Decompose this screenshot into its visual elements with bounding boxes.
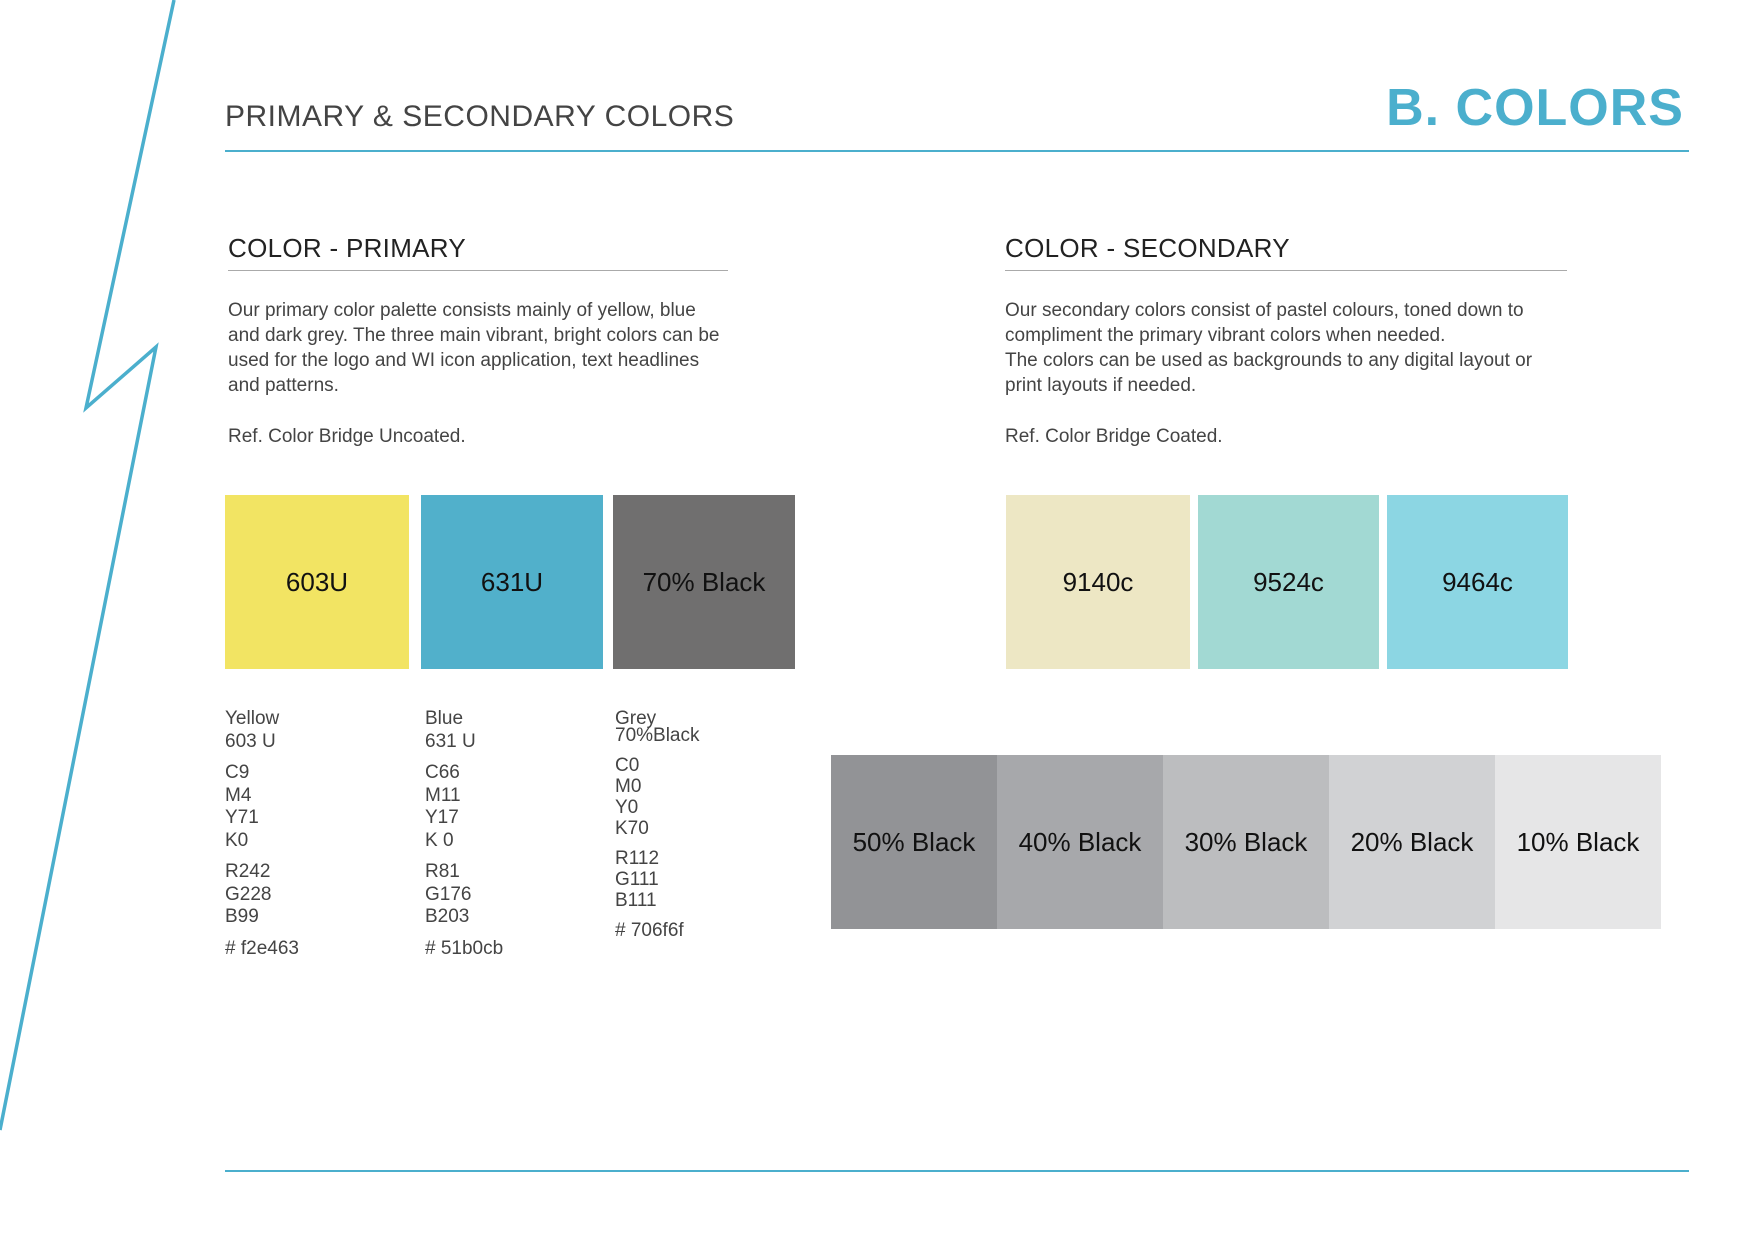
spec-rgb-b: B111 [615,890,657,911]
spec-cmyk-y: Y71 [225,807,259,828]
spec-cmyk-c: C66 [425,762,460,783]
spec-cmyk-k: K 0 [425,829,454,851]
secondary-description-line: print layouts if needed. [1005,375,1197,396]
spec-cmyk-c: C0 [615,755,640,776]
spec-cmyk-k: K0 [225,829,249,851]
spec-hex: # f2e463 [225,937,299,959]
swatch-9464c: 9464c [1387,495,1568,669]
spec-name: Yellow [225,708,280,729]
swatch-40-black: 40% Black [997,755,1163,929]
primary-description-line: used for the logo and WI icon application, text headlines [228,350,700,371]
swatch-10-black: 10% Black [1495,755,1661,929]
spec-rgb-g: G228 [225,883,272,905]
primary-description [228,298,728,398]
swatch-9140c: 9140c [1006,495,1190,669]
swatch-20-black: 20% Black [1329,755,1495,929]
secondary-description-line: compliment the primary vibrant colors when needed. [1005,325,1446,346]
primary-description-line: and dark grey. The three main vibrant, bright colors can be [228,325,720,346]
secondary-description [1005,298,1605,398]
swatch-9524c: 9524c [1198,495,1379,669]
spec-hex: # 706f6f [615,920,684,941]
spec-rgb-r: R81 [425,861,460,882]
swatch-yellow-603u: 603U [225,495,409,669]
spec-yellow [225,708,299,960]
spec-rgb-r: R242 [225,861,271,882]
swatch-50-black: 50% Black [831,755,997,929]
spec-cmyk-y: Y17 [425,807,459,828]
primary-description-line: and patterns. [228,375,339,396]
footer-divider [225,1170,1689,1172]
spec-cmyk-k: K70 [615,818,649,839]
swatch-blue-631u: 631U [421,495,603,669]
spec-hex: # 51b0cb [425,937,504,959]
spec-cmyk-m: M11 [425,784,461,806]
spec-code: 70%Black [615,725,700,746]
secondary-reference: Ref. Color Bridge Coated. [1005,426,1223,447]
primary-description-line: Our primary color palette consists mainly of yellow, blue [228,300,696,321]
secondary-description-line: Our secondary colors consist of pastel colours, toned down to [1005,300,1524,321]
swatch-30-black: 30% Black [1163,755,1329,929]
secondary-section-title: COLOR - SECONDARY [1005,233,1290,263]
spec-code: 631 U [425,730,476,752]
spec-cmyk-y: Y0 [615,797,639,818]
spec-cmyk-c: C9 [225,762,250,783]
primary-reference: Ref. Color Bridge Uncoated. [228,426,466,447]
spec-rgb-g: G111 [615,869,659,890]
spec-code: 603 U [225,730,276,752]
lightning-bolt-graphic [0,0,180,1140]
primary-section-title: COLOR - PRIMARY [228,233,467,263]
swatch-grey-70-black: 70% Black [613,495,795,669]
spec-grey [615,708,700,941]
spec-cmyk-m: M4 [225,784,252,806]
spec-rgb-r: R112 [615,848,660,869]
header-divider [225,150,1689,152]
secondary-section-divider [1005,270,1567,271]
primary-section-divider [228,270,728,271]
spec-rgb-b: B99 [225,906,259,927]
page-title: B. COLORS [1386,79,1684,137]
spec-name: Grey [615,708,657,729]
spec-name: Blue [425,708,464,729]
page-subtitle: PRIMARY & SECONDARY COLORS [225,100,735,133]
spec-blue [425,708,503,960]
spec-cmyk-m: M0 [615,776,642,797]
secondary-description-line: The colors can be used as backgrounds to any digital layout or [1005,350,1533,371]
spec-rgb-g: G176 [425,883,472,905]
spec-rgb-b: B203 [425,906,470,927]
